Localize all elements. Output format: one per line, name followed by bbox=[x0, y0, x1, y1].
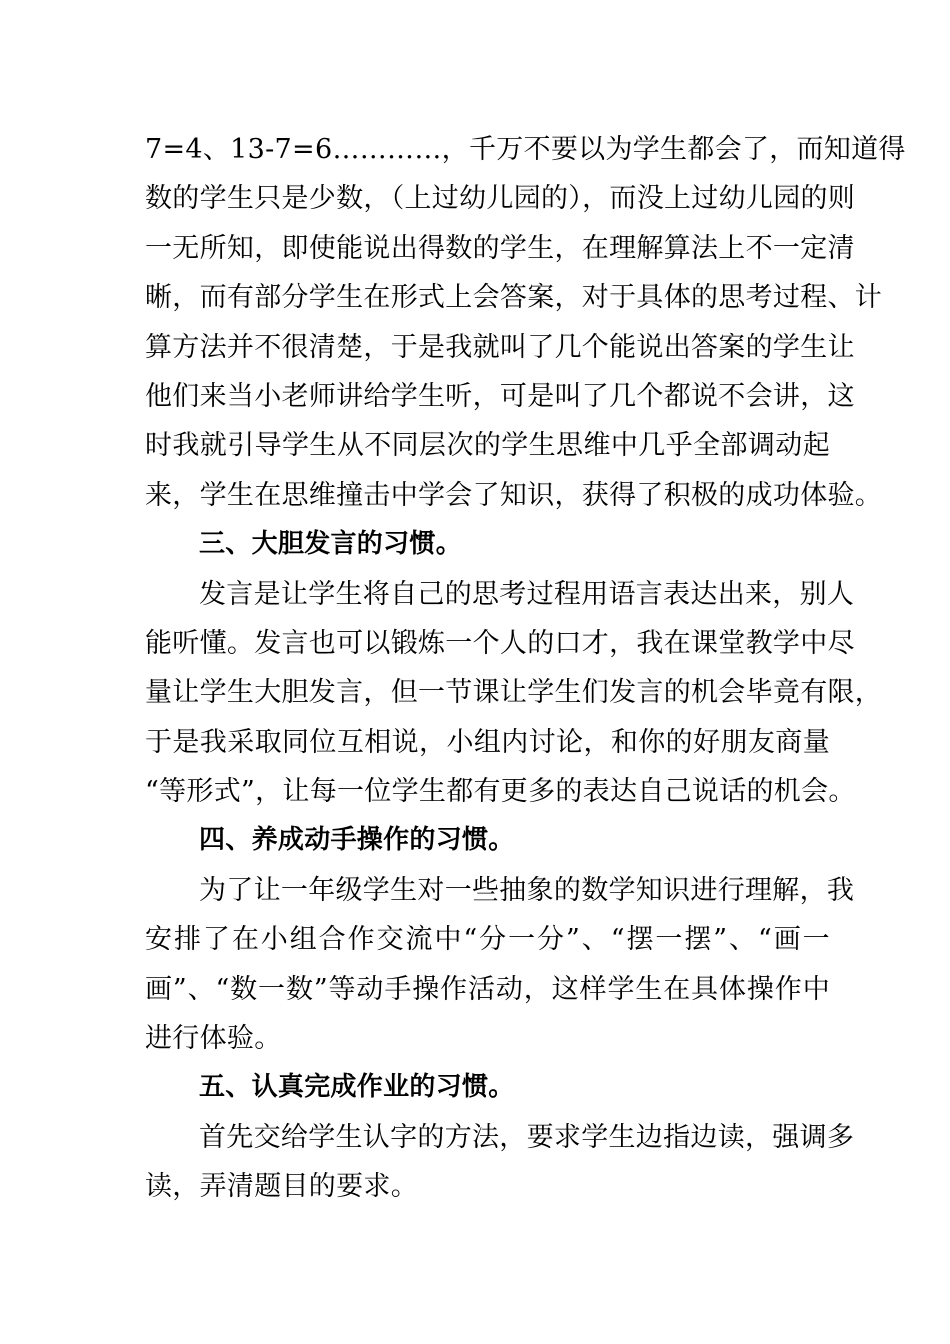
paragraph-speaking bbox=[145, 570, 883, 817]
text-line: 算方法并不很清楚，于是我就叫了几个能说出答案的学生让 bbox=[145, 331, 855, 363]
paragraph-hands-on bbox=[145, 866, 855, 1064]
text-line: 数的学生只是少数，（上过幼儿园的），而没上过幼儿园的则 bbox=[145, 183, 856, 215]
paragraph-homework bbox=[145, 1113, 855, 1212]
section-heading-4: 四、养成动手操作的习惯。 bbox=[199, 825, 515, 856]
section-heading-5: 五、认真完成作业的习惯。 bbox=[199, 1072, 515, 1103]
section-heading-3: 三、大胆发言的习惯。 bbox=[199, 529, 463, 560]
text-line: 安排了在小组合作交流中“分一分”、“摆一摆”、“画一 bbox=[145, 924, 830, 956]
text-line: 时我就引导学生从不同层次的学生思维中几乎全部调动起 bbox=[145, 430, 830, 462]
text-line: 来，学生在思维撞击中学会了知识，获得了积极的成功体验。 bbox=[145, 479, 883, 511]
text-line: 画”、“数一数”等动手操作活动，这样学生在具体操作中 bbox=[145, 973, 830, 1005]
text-line: 他们来当小老师讲给学生听，可是叫了几个都说不会讲，这 bbox=[145, 380, 855, 412]
document-page bbox=[145, 125, 906, 1212]
text-line: 为了让一年级学生对一些抽象的数学知识进行理解，我 bbox=[199, 874, 855, 906]
paragraph-continuation bbox=[145, 125, 906, 520]
text-line: 进行体验。 bbox=[145, 1023, 282, 1055]
text-line: 读，弄清题目的要求。 bbox=[145, 1171, 418, 1203]
text-line: 7=4、13-7=6…………，千万不要以为学生都会了，而知道得 bbox=[145, 134, 906, 165]
text-line: 于是我采取同位互相说，小组内讨论，和你的好朋友商量 bbox=[145, 726, 830, 758]
text-line: 发言是让学生将自己的思考过程用语言表达出来，别人 bbox=[199, 578, 855, 610]
text-line: 晰，而有部分学生在形式上会答案，对于具体的思考过程、计 bbox=[145, 282, 883, 314]
text-line: 一无所知，即使能说出得数的学生，在理解算法上不一定清 bbox=[145, 232, 855, 264]
text-line: 能听懂。发言也可以锻炼一个人的口才，我在课堂教学中尽 bbox=[145, 627, 855, 659]
text-line: 量让学生大胆发言，但一节课让学生们发言的机会毕竟有限， bbox=[145, 677, 883, 709]
text-line: 首先交给学生认字的方法，要求学生边指边读，强调多 bbox=[199, 1121, 855, 1153]
text-line: “等形式”，让每一位学生都有更多的表达自己说话的机会。 bbox=[145, 776, 856, 808]
